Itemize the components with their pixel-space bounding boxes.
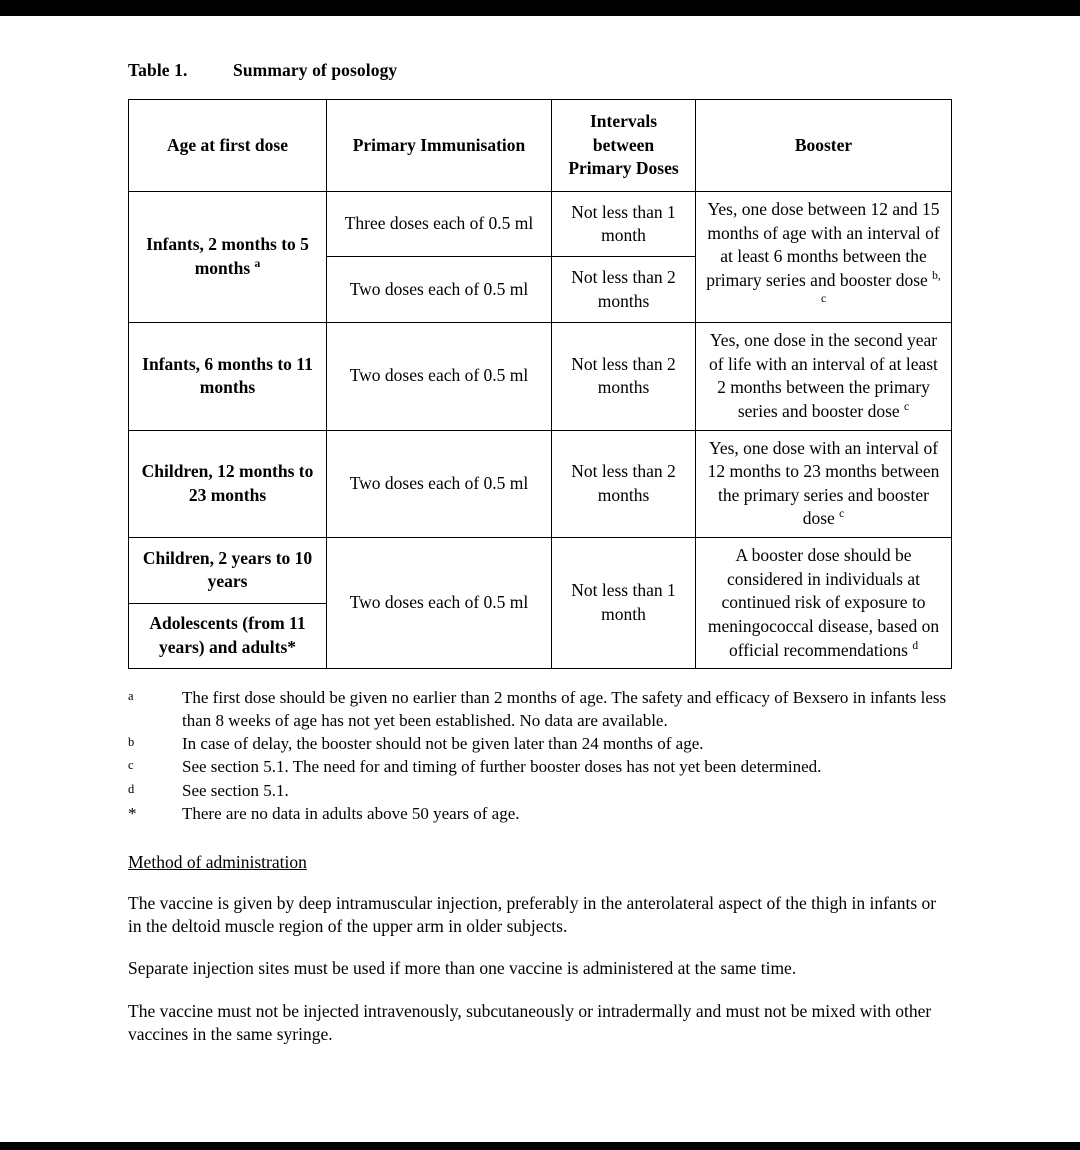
table-row bbox=[129, 430, 952, 538]
footnote-text: The first dose should be given no earlier than 2 months of age. The safety and efficacy of Bexsero in infants less than 8 weeks of age has not yet been established. No data are available. bbox=[182, 688, 947, 730]
booster-text: Yes, one dose in the second year of life with an interval of at least 2 months between the primary series and booster dose bbox=[709, 330, 938, 421]
cell-primary-2: Two doses each of 0.5 ml bbox=[327, 323, 552, 431]
column-header-age: Age at first dose bbox=[129, 100, 327, 192]
document-page bbox=[0, 16, 1080, 1046]
paragraph-contraindicated-routes: The vaccine must not be injected intravenously, subcutaneously or intradermally and must not be mixed with other vaccines in the same syringe. bbox=[128, 1000, 932, 1044]
footnote-marker-c: c bbox=[839, 508, 845, 521]
footnote-mark: c bbox=[128, 758, 134, 773]
footnote-item bbox=[128, 780, 952, 802]
cell-interval-4: Not less than 1 month bbox=[552, 538, 696, 669]
paragraph-injection-route: The vaccine is given by deep intramuscular injection, preferably in the anterolateral aspect of the thigh in infants or in the deltoid muscle region of the upper arm in older subjects. bbox=[128, 892, 937, 937]
booster-text: Yes, one dose between 12 and 15 months of age with an interval of at least 6 months between the primary series and booster dose bbox=[706, 198, 940, 290]
footnote-mark: * bbox=[128, 804, 137, 824]
cell-age-group-3: Children, 12 months to 23 months bbox=[129, 430, 327, 538]
table-row bbox=[129, 538, 952, 604]
footnote-item bbox=[128, 733, 952, 755]
cell-primary-3: Two doses each of 0.5 ml bbox=[327, 430, 552, 538]
column-header-booster: Booster bbox=[696, 100, 952, 192]
page-top-band bbox=[0, 0, 1080, 16]
footnote-marker-bc: b, c bbox=[820, 269, 941, 306]
age-label: Infants, 2 months to 5 months bbox=[146, 234, 309, 278]
cell-primary-4: Two doses each of 0.5 ml bbox=[327, 538, 552, 669]
cell-age-group-4a: Children, 2 years to 10 years bbox=[129, 538, 327, 604]
footnote-item bbox=[128, 803, 952, 825]
column-header-primary-immunisation: Primary Immunisation bbox=[327, 100, 552, 192]
section-heading-method-of-administration: Method of administration bbox=[128, 851, 307, 872]
booster-text: A booster dose should be considered in individuals at continued risk of exposure to meningococcal disease, based on official recommendations bbox=[707, 545, 940, 660]
footnote-marker-c: c bbox=[904, 401, 910, 414]
cell-booster-1 bbox=[696, 191, 952, 322]
footnote-mark: b bbox=[128, 735, 135, 749]
footnote-text: See section 5.1. bbox=[182, 780, 289, 800]
table-caption-text: Summary of posology bbox=[233, 60, 398, 80]
table-header-row bbox=[129, 100, 952, 192]
cell-booster-2 bbox=[696, 323, 952, 431]
cell-interval-2: Not less than 2 months bbox=[552, 323, 696, 431]
footnote-item bbox=[128, 687, 952, 732]
cell-age-group-4b: Adolescents (from 11 years) and adults* bbox=[129, 603, 327, 669]
footnotes-list bbox=[128, 687, 952, 826]
footnote-marker-d: d bbox=[912, 639, 919, 652]
cell-primary-1a: Three doses each of 0.5 ml bbox=[327, 191, 552, 257]
column-header-intervals: Intervals between Primary Doses bbox=[552, 100, 696, 192]
cell-interval-3: Not less than 2 months bbox=[552, 430, 696, 538]
booster-text: Yes, one dose with an interval of 12 months to 23 months between the primary series and booster dose bbox=[707, 437, 940, 529]
cell-interval-1a: Not less than 1 month bbox=[552, 191, 696, 257]
cell-age-group-2: Infants, 6 months to 11 months bbox=[129, 323, 327, 431]
table-caption-label: Table 1. bbox=[128, 60, 188, 80]
table-caption bbox=[128, 60, 952, 81]
footnote-mark: d bbox=[128, 781, 135, 796]
footnote-mark: a bbox=[128, 689, 134, 704]
footnote-marker-a: a bbox=[254, 258, 261, 271]
cell-primary-1b: Two doses each of 0.5 ml bbox=[327, 257, 552, 323]
footnote-text: There are no data in adults above 50 years of age. bbox=[182, 804, 520, 824]
cell-booster-3 bbox=[696, 430, 952, 538]
cell-age-group-1 bbox=[129, 191, 327, 322]
table-row bbox=[129, 191, 952, 257]
footnote-text: See section 5.1. The need for and timing of further booster doses has not yet been determined. bbox=[182, 757, 822, 777]
paragraph-separate-sites: Separate injection sites must be used if more than one vaccine is administered at the same time. bbox=[128, 958, 797, 979]
cell-booster-4 bbox=[696, 538, 952, 669]
posology-table bbox=[128, 99, 952, 669]
cell-interval-1b: Not less than 2 months bbox=[552, 257, 696, 323]
table-row bbox=[129, 323, 952, 431]
footnote-item bbox=[128, 756, 952, 778]
footnote-text: In case of delay, the booster should not be given later than 24 months of age. bbox=[182, 734, 704, 753]
page-bottom-band bbox=[0, 1142, 1080, 1150]
